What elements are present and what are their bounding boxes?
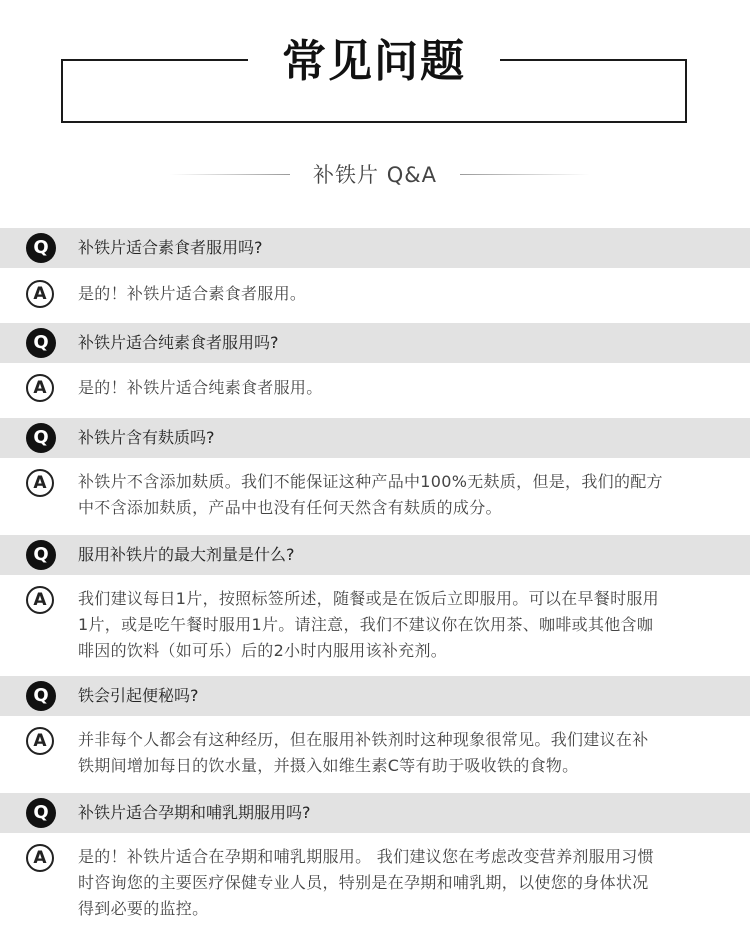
question-text: 服用补铁片的最大剂量是什么? [78, 545, 295, 564]
a-badge-icon: A [26, 586, 54, 614]
answer-line: 是的！补铁片适合在孕期和哺乳期服用。 我们建议您在考虑改变营养剂服用习惯 [78, 847, 654, 866]
answer-line: 是的！补铁片适合素食者服用。 [78, 284, 307, 303]
answer-text-4 [78, 586, 723, 664]
subtitle-divider-left [170, 174, 290, 175]
answer-text-1 [78, 281, 723, 307]
faq-question-4 [0, 535, 750, 575]
page-title: 常见问题 [282, 36, 466, 87]
faq-question-2 [0, 323, 750, 363]
answer-line: 补铁片不含添加麸质。我们不能保证这种产品中100%无麸质，但是，我们的配方 [78, 472, 663, 491]
question-text: 补铁片适合素食者服用吗? [78, 238, 263, 257]
answer-text-2 [78, 375, 723, 401]
answer-line: 啡因的饮料（如可乐）后的2小时内服用该补充剂。 [78, 641, 448, 660]
a-badge-icon: A [26, 469, 54, 497]
answer-line: 中不含添加麸质，产品中也没有任何天然含有麸质的成分。 [78, 498, 502, 517]
question-text: 铁会引起便秘吗? [78, 686, 199, 705]
answer-line: 得到必要的监控。 [78, 899, 209, 918]
q-badge-icon: Q [26, 798, 56, 828]
faq-question-1 [0, 228, 750, 268]
a-badge-icon: A [26, 844, 54, 872]
answer-line: 铁期间增加每日的饮水量，并摄入如维生素C等有助于吸收铁的食物。 [78, 756, 579, 775]
question-text: 补铁片适合纯素食者服用吗? [78, 333, 279, 352]
q-badge-icon: Q [26, 423, 56, 453]
question-text: 补铁片含有麸质吗? [78, 428, 215, 447]
answer-line: 我们建议每日1片，按照标签所述，随餐或是在饭后立即服用。可以在早餐时服用 [78, 589, 659, 608]
question-text: 补铁片适合孕期和哺乳期服用吗? [78, 803, 311, 822]
subtitle: 补铁片 Q&A [313, 163, 437, 187]
answer-line: 1片，或是吃午餐时服用1片。请注意，我们不建议你在饮用茶、咖啡或其他含咖 [78, 615, 654, 634]
answer-line: 时咨询您的主要医疗保健专业人员，特别是在孕期和哺乳期，以使您的身体状况 [78, 873, 649, 892]
a-badge-icon: A [26, 280, 54, 308]
answer-line: 并非每个人都会有这种经历，但在服用补铁剂时这种现象很常见。我们建议在补 [78, 730, 649, 749]
subtitle-row [0, 160, 750, 190]
faq-question-5 [0, 676, 750, 716]
q-badge-icon: Q [26, 233, 56, 263]
faq-question-6 [0, 793, 750, 833]
answer-text-6 [78, 844, 723, 922]
a-badge-icon: A [26, 374, 54, 402]
faq-question-3 [0, 418, 750, 458]
answer-line: 是的！补铁片适合纯素食者服用。 [78, 378, 323, 397]
subtitle-divider-right [460, 174, 590, 175]
q-badge-icon: Q [26, 328, 56, 358]
answer-text-3 [78, 469, 723, 521]
a-badge-icon: A [26, 727, 54, 755]
answer-text-5 [78, 727, 723, 779]
q-badge-icon: Q [26, 540, 56, 570]
q-badge-icon: Q [26, 681, 56, 711]
